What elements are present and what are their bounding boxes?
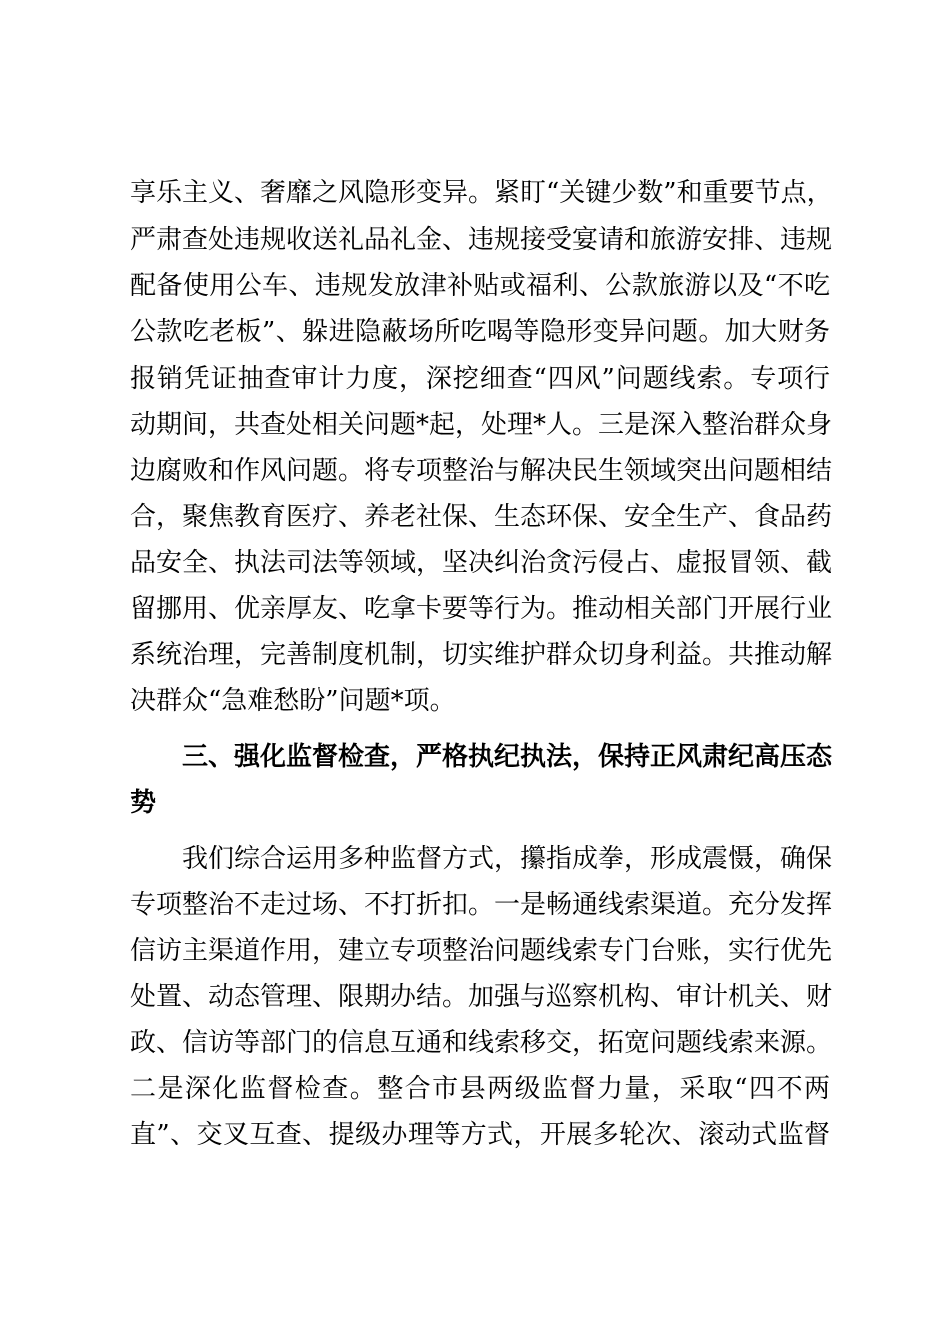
- paragraph-2-line-3: 信访主渠道作用，建立专项整治问题线索专门台账，实行优先: [130, 936, 833, 966]
- paragraph-2-line-1: 我们综合运用多种监督方式，攥指成拳，形成震慑，确保: [182, 844, 833, 874]
- paragraph-1-line-9: 品安全、执法司法等领域，坚决纠治贪污侵占、虚报冒领、截: [130, 548, 833, 578]
- paragraph-2-line-4: 处置、动态管理、限期办结。加强与巡察机构、审计机关、财: [130, 982, 833, 1012]
- paragraph-1-line-4: 公款吃老板”、躲进隐蔽场所吃喝等隐形变异问题。加大财务: [130, 317, 830, 347]
- paragraph-2-line-6: 二是深化监督检查。整合市县两级监督力量，采取“四不两: [130, 1074, 830, 1104]
- paragraph-1-line-10: 留挪用、优亲厚友、吃拿卡要等行为。推动相关部门开展行业: [130, 594, 833, 624]
- paragraph-1-line-5: 报销凭证抽查审计力度，深挖细查“四风”问题线索。专项行: [130, 364, 830, 394]
- paragraph-1-line-1: 享乐主义、奢靡之风隐形变异。紧盯“关键少数”和重要节点，: [130, 178, 833, 208]
- paragraph-1-line-2: 严肃查处违规收送礼品礼金、违规接受宴请和旅游安排、违规: [130, 225, 833, 255]
- paragraph-2-line-5: 政、信访等部门的信息互通和线索移交，拓宽问题线索来源。: [130, 1028, 833, 1058]
- paragraph-1-line-3: 配备使用公车、违规发放津补贴或福利、公款旅游以及“不吃: [130, 271, 830, 301]
- paragraph-1-line-12: 决群众“急难愁盼”问题*项。: [130, 686, 456, 716]
- paragraph-1-line-8: 合，聚焦教育医疗、养老社保、生态环保、安全生产、食品药: [130, 502, 833, 532]
- paragraph-1-line-7: 边腐败和作风问题。将专项整治与解决民生领域突出问题相结: [130, 456, 833, 486]
- section-heading-line-2: 势: [130, 788, 157, 818]
- paragraph-2-line-7: 直”、交叉互查、提级办理等方式，开展多轮次、滚动式监督: [130, 1120, 830, 1150]
- section-heading-line-1: 三、强化监督检查，严格执纪执法，保持正风肃纪高压态: [182, 742, 833, 772]
- paragraph-1-line-6: 动期间，共查处相关问题*起，处理*人。三是深入整治群众身: [130, 410, 833, 440]
- paragraph-2-line-2: 专项整治不走过场、不打折扣。一是畅通线索渠道。充分发挥: [130, 890, 833, 920]
- paragraph-1-line-11: 系统治理，完善制度机制，切实维护群众切身利益。共推动解: [130, 640, 833, 670]
